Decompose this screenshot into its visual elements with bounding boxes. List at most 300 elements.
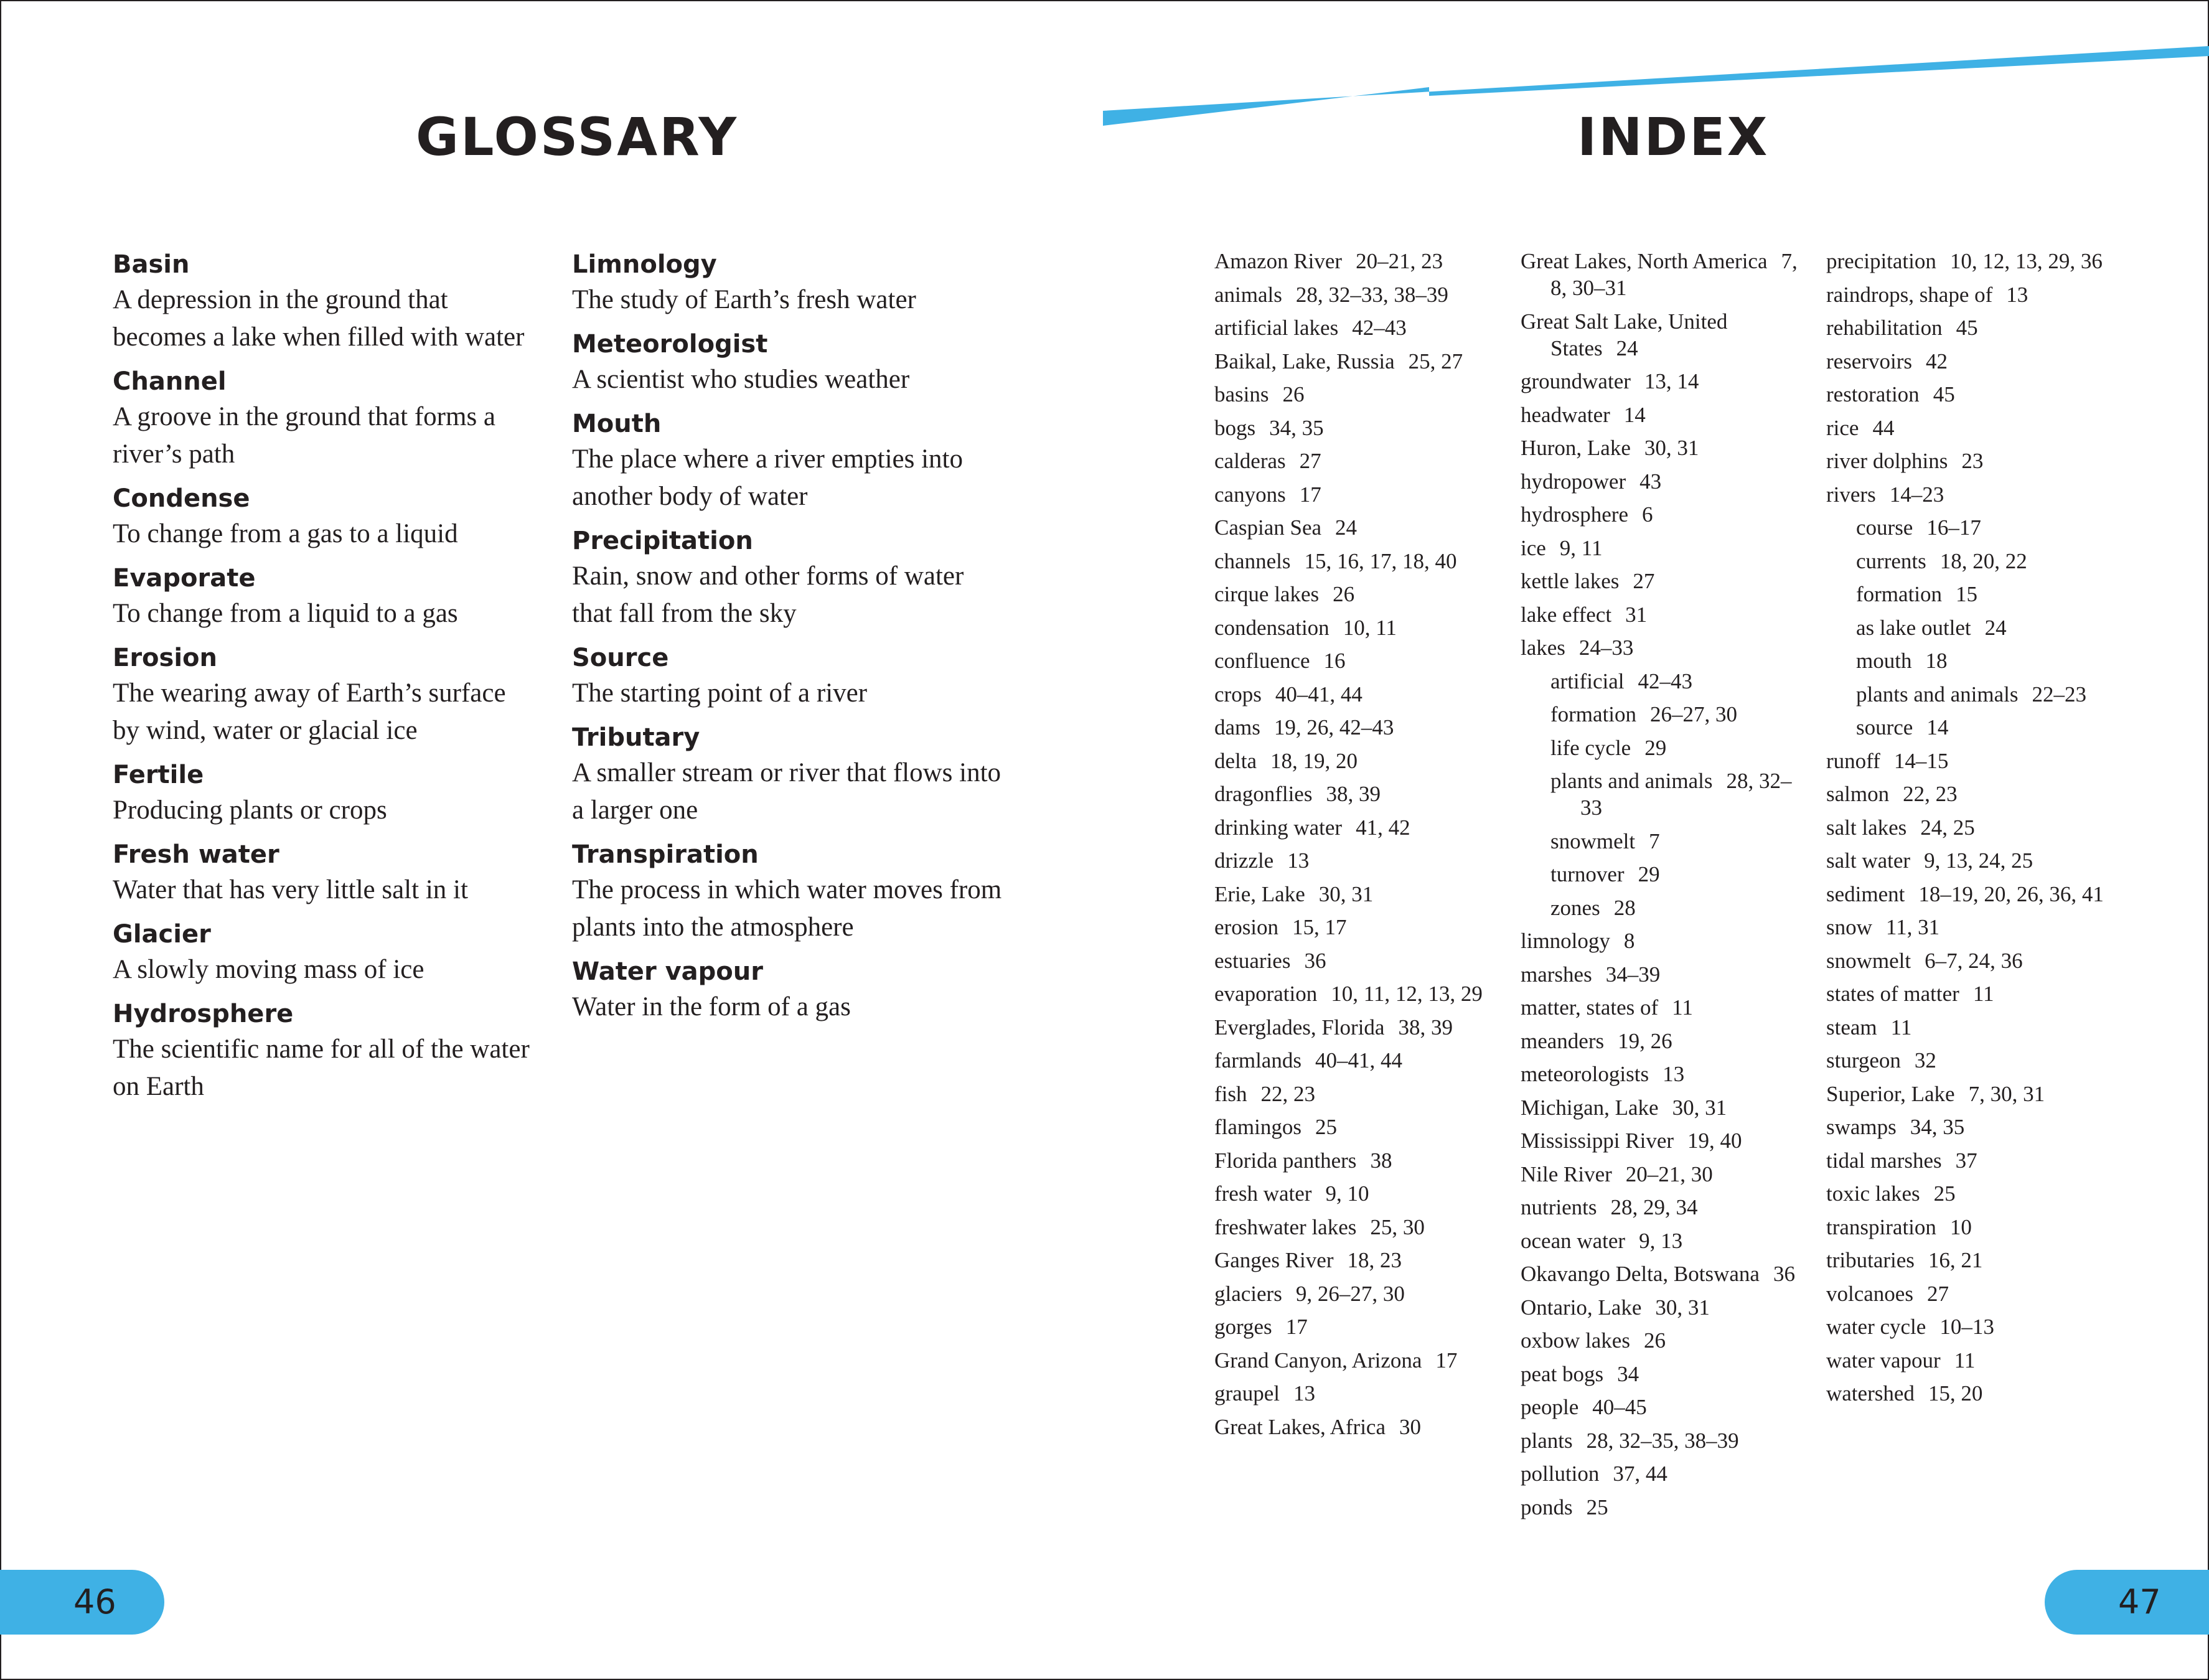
index-term: Amazon River [1214,249,1343,273]
index-entry [1214,1047,1507,1074]
index-pages: 16 [1323,649,1346,673]
glossary-entry [113,838,536,909]
index-entry [1214,1414,1507,1440]
index-pages: 42–43 [1638,669,1693,693]
glossary-term: Glacier [113,920,211,949]
index-term: gorges [1214,1315,1272,1339]
glossary-entry [572,327,1008,398]
index-pages: 15, 17 [1292,915,1347,939]
glossary-definition: A depression in the ground that becomes a lake when filled with water [113,285,525,352]
index-term: artificial lakes [1214,316,1339,340]
index-term: cirque lakes [1214,582,1320,606]
index-subentry [1550,861,1813,888]
index-term: snowmelt [1826,948,1911,973]
glossary-definition: The study of Earth’s fresh water [572,285,916,314]
index-entry [1214,681,1507,708]
glossary-definition: The process in which water moves from plants into the atmosphere [572,875,1002,942]
index-subentry [1856,548,2119,575]
glossary-term: Source [572,644,669,672]
index-entry [1826,1114,2119,1140]
index-entry [1826,914,2119,941]
index-subentry [1550,828,1813,855]
index-entry [1826,1313,2119,1340]
index-pages: 8 [1623,929,1635,953]
index-term: animals [1214,282,1282,307]
glossary-term: Mouth [572,410,662,438]
index-term: states of matter [1826,982,1959,1006]
index-term: zones [1550,895,1600,920]
index-term: ice [1521,535,1546,560]
index-entry [1826,1380,2119,1407]
index-term: peat bogs [1521,1361,1604,1386]
index-entry [1521,634,1813,661]
index-pages: 11, 31 [1885,915,1940,939]
index-term: salt water [1826,848,1911,873]
index-entry [1521,1061,1813,1087]
index-term: Baikal, Lake, Russia [1214,349,1395,373]
glossary-entry [113,365,536,473]
index-pages: 25 [1586,1495,1608,1519]
glossary-title: GLOSSARY [416,106,739,167]
index-pages: 26 [1333,582,1355,606]
index-entry [1826,881,2119,908]
index-term: farmlands [1214,1048,1301,1072]
index-pages: 9, 13, 24, 25 [1924,848,2033,873]
index-entry [1521,961,1813,988]
index-pages: 36 [1773,1262,1795,1286]
index-pages: 13, 14 [1644,369,1699,393]
index-term: Great Lakes, North America [1521,249,1768,273]
index-term: Okavango Delta, Botswana [1521,1262,1760,1286]
index-entry [1214,714,1507,741]
index-column-1 [1214,248,1507,1447]
index-term: life cycle [1550,735,1631,760]
index-entry [1826,1180,2119,1207]
index-entry [1826,1014,2119,1041]
glossary-definition: A smaller stream or river that flows into a larger one [572,758,1001,825]
glossary-term: Precipitation [572,527,753,555]
index-pages: 42 [1926,349,1948,373]
index-entry [1826,980,2119,1007]
index-pages: 18–19, 20, 26, 36, 41 [1918,881,2104,906]
index-entry [1826,1347,2119,1374]
glossary-entry [113,561,536,632]
index-entry [1521,401,1813,428]
index-pages: 38 [1370,1148,1392,1173]
index-term: lake effect [1521,602,1612,627]
index-pages: 6–7, 24, 36 [1925,948,2023,973]
index-entry [1826,415,2119,441]
index-term: groundwater [1521,369,1631,393]
index-entry [1521,1028,1813,1054]
index-entry [1826,1047,2119,1074]
glossary-term: Erosion [113,644,218,672]
index-term: Mississippi River [1521,1129,1674,1153]
glossary-column-1 [113,248,536,1114]
index-title: INDEX [1577,106,1770,167]
index-pages: 10, 11 [1343,615,1397,640]
index-entry [1214,980,1507,1007]
index-entry [1521,1494,1813,1521]
glossary-entry [572,641,1008,712]
index-entry [1214,614,1507,641]
index-entry [1521,248,1813,301]
index-entry [1521,368,1813,395]
index-term: Everglades, Florida [1214,1015,1385,1039]
index-entry [1521,308,1813,362]
index-pages: 11 [1972,982,1994,1006]
index-pages: 38, 39 [1326,782,1381,806]
index-term: precipitation [1826,249,1936,273]
index-pages: 29 [1638,862,1660,886]
index-pages: 25, 27 [1408,349,1463,373]
index-entry [1521,501,1813,528]
index-subentry [1856,714,2119,741]
index-pages: 13 [1293,1381,1315,1405]
index-entry [1214,781,1507,807]
glossary-term: Meteorologist [572,330,768,359]
index-term: turnover [1550,862,1625,886]
index-term: Nile River [1521,1161,1612,1186]
glossary-entry [113,248,536,356]
glossary-term: Condense [113,484,250,513]
index-term: freshwater lakes [1214,1214,1357,1239]
index-entry [1214,1081,1507,1107]
index-pages: 26 [1282,382,1305,406]
glossary-definition: A groove in the ground that forms a river’s path [113,402,496,469]
index-term: people [1521,1395,1579,1419]
index-term: rice [1826,415,1859,440]
index-pages: 30 [1399,1414,1421,1439]
index-term: swamps [1826,1115,1897,1139]
glossary-term: Transpiration [572,840,759,869]
index-entry [1826,1147,2119,1174]
index-entry [1826,947,2119,974]
index-term: fresh water [1214,1181,1312,1206]
index-entry [1214,448,1507,474]
index-entry [1521,1427,1813,1454]
index-pages: 41, 42 [1356,815,1410,840]
index-term: volcanoes [1826,1281,1913,1306]
index-term: Ontario, Lake [1521,1295,1642,1320]
index-term: drinking water [1214,815,1343,840]
index-entry [1826,481,2119,508]
index-entry [1214,1380,1507,1407]
index-term: Huron, Lake [1521,436,1631,460]
index-entry [1214,1180,1507,1207]
index-pages: 7, 30, 31 [1968,1081,2045,1106]
glossary-definition: Water that has very little salt in it [113,875,468,904]
index-entry [1826,448,2119,474]
index-term: Michigan, Lake [1521,1095,1659,1120]
index-term: dragonflies [1214,782,1313,806]
index-pages: 9, 13 [1639,1228,1683,1253]
index-pages: 43 [1639,469,1662,494]
index-term: Superior, Lake [1826,1081,1955,1106]
index-pages: 22–23 [2032,682,2087,706]
index-subentry [1550,668,1813,695]
index-entry [1521,468,1813,495]
index-column-3 [1826,248,2119,1414]
index-term: raindrops, shape of [1826,282,1993,307]
index-pages: 34, 35 [1269,415,1324,440]
index-term: erosion [1214,915,1279,939]
index-subentry [1550,767,1813,821]
index-entry [1214,314,1507,341]
index-pages: 11 [1672,995,1693,1020]
index-subentry [1856,581,2119,608]
glossary-entry [113,997,536,1105]
index-term: dams [1214,715,1260,739]
index-entry [1521,1127,1813,1154]
index-entry [1214,881,1507,908]
index-term: ocean water [1521,1228,1626,1253]
page-number-right: 47 [2045,1570,2209,1635]
index-entry [1214,1280,1507,1307]
index-term: hydrosphere [1521,502,1629,527]
glossary-definition: Producing plants or crops [113,795,387,825]
index-subentry [1856,647,2119,674]
index-term: lakes [1521,636,1565,660]
glossary-term: Water vapour [572,957,763,986]
index-term: snowmelt [1550,828,1636,853]
index-pages: 7, 8, 30–31 [1550,249,1798,300]
index-pages: 28, 29, 34 [1610,1195,1698,1219]
index-pages: 28, 32–33, 38–39 [1295,282,1448,307]
index-entry [1214,481,1507,508]
index-term: oxbow lakes [1521,1328,1630,1353]
index-subentry [1856,614,2119,641]
index-entry [1826,1247,2119,1274]
index-pages: 14–15 [1893,748,1949,773]
index-pages: 18, 23 [1347,1248,1402,1272]
index-pages: 31 [1625,602,1648,627]
index-pages: 26 [1643,1328,1666,1353]
index-entry [1826,1280,2119,1307]
index-pages: 28, 32–33 [1580,769,1792,820]
index-entry [1521,434,1813,461]
index-entry [1521,1260,1813,1287]
index-entry [1214,415,1507,441]
index-term: pollution [1521,1462,1600,1486]
index-term: meanders [1521,1028,1605,1053]
index-entry [1826,248,2119,275]
index-term: artificial [1550,669,1625,693]
index-pages: 27 [1926,1281,1949,1306]
index-term: salmon [1826,782,1890,806]
index-pages: 14 [1623,402,1646,427]
index-entry [1214,1114,1507,1140]
glossary-entry [572,248,1008,319]
index-term: estuaries [1214,948,1291,973]
index-entry [1521,1194,1813,1221]
glossary-column-2 [572,248,1008,1035]
index-pages: 24, 25 [1920,815,1975,840]
index-term: glaciers [1214,1281,1282,1306]
index-term: source [1856,715,1913,739]
index-entry [1826,781,2119,807]
index-pages: 17 [1299,482,1321,507]
glossary-term: Evaporate [113,564,256,593]
index-entry [1521,927,1813,954]
glossary-definition: The starting point of a river [572,678,868,708]
index-entry [1214,1014,1507,1041]
index-term: graupel [1214,1381,1280,1405]
index-term: sediment [1826,881,1905,906]
index-pages: 15 [1956,582,1978,606]
index-pages: 30, 31 [1318,881,1374,906]
index-pages: 16, 21 [1928,1248,1983,1272]
index-entry [1214,914,1507,941]
index-pages: 42–43 [1352,316,1407,340]
index-pages: 22, 23 [1903,782,1958,806]
index-pages: 17 [1435,1348,1458,1373]
index-pages: 14–23 [1889,482,1944,507]
index-subentry [1856,681,2119,708]
glossary-entry [572,524,1008,632]
index-term: rivers [1826,482,1876,507]
index-pages: 10, 12, 13, 29, 36 [1949,249,2103,273]
index-entry [1214,1214,1507,1241]
index-pages: 40–41, 44 [1315,1048,1402,1072]
index-term: as lake outlet [1856,615,1971,640]
index-entry [1214,348,1507,375]
index-pages: 13 [1663,1062,1685,1086]
index-term: bogs [1214,415,1256,440]
index-term: delta [1214,748,1257,773]
index-entry [1826,1214,2119,1241]
index-term: Erie, Lake [1214,881,1305,906]
index-entry [1214,647,1507,674]
index-entry [1826,281,2119,308]
index-entry [1826,847,2119,874]
glossary-entry [572,721,1008,829]
index-pages: 10 [1949,1214,1972,1239]
index-pages: 34 [1617,1361,1639,1386]
index-pages: 19, 26, 42–43 [1273,715,1394,739]
index-entry [1826,748,2119,774]
index-pages: 37, 44 [1613,1462,1667,1486]
index-pages: 27 [1633,569,1655,593]
index-entry [1826,348,2119,375]
index-entry [1214,847,1507,874]
index-pages: 24 [1335,515,1358,540]
index-pages: 14 [1926,715,1949,739]
index-term: condensation [1214,615,1330,640]
index-term: runoff [1826,748,1880,773]
glossary-definition: The wearing away of Earth’s surface by wind, water or glacial ice [113,678,506,745]
index-pages: 34, 35 [1910,1115,1965,1139]
index-term: steam [1826,1015,1877,1039]
index-term: channels [1214,548,1291,573]
index-entry [1214,1347,1507,1374]
index-term: Ganges River [1214,1248,1334,1272]
index-pages: 6 [1642,502,1653,527]
index-entry [1214,281,1507,308]
index-pages: 20–21, 30 [1625,1161,1713,1186]
index-pages: 17 [1285,1315,1308,1339]
index-entry [1826,814,2119,841]
glossary-term: Fresh water [113,840,279,869]
index-pages: 25 [1315,1115,1337,1139]
index-term: Florida panthers [1214,1148,1357,1173]
index-entry [1521,1460,1813,1487]
index-pages: 28 [1613,895,1636,920]
index-term: salt lakes [1826,815,1907,840]
index-pages: 30, 31 [1672,1095,1727,1120]
index-pages: 7 [1649,828,1660,853]
glossary-definition: Rain, snow and other forms of water that fall from the sky [572,561,964,628]
glossary-entry [113,641,536,749]
index-pages: 44 [1872,415,1895,440]
index-term: snow [1826,915,1872,939]
index-entry [1521,568,1813,594]
index-term: water cycle [1826,1315,1926,1339]
index-entry [1521,994,1813,1021]
index-term: tributaries [1826,1248,1915,1272]
index-entry [1521,1161,1813,1188]
index-entry [1214,581,1507,608]
index-pages: 19, 40 [1687,1129,1742,1153]
index-pages: 34–39 [1605,962,1661,987]
glossary-term: Hydrosphere [113,1000,294,1028]
index-pages: 45 [1956,316,1978,340]
index-term: plants [1521,1428,1573,1453]
index-pages: 45 [1933,382,1955,406]
index-pages: 26–27, 30 [1650,702,1738,726]
glossary-definition: The scientific name for all of the water on Earth [113,1035,530,1101]
index-pages: 13 [1287,848,1310,873]
index-pages: 38, 39 [1398,1015,1453,1039]
index-term: fish [1214,1081,1247,1106]
index-term: watershed [1826,1381,1915,1405]
index-pages: 36 [1304,948,1326,973]
index-column-2 [1521,248,1813,1527]
index-term: plants and animals [1550,769,1713,793]
index-entry [1214,748,1507,774]
index-pages: 40–41, 44 [1275,682,1362,706]
index-term: meteorologists [1521,1062,1649,1086]
index-entry [1214,248,1507,275]
glossary-entry [572,838,1008,946]
index-pages: 27 [1299,449,1321,473]
page-number-left: 46 [0,1570,164,1635]
index-entry [1214,381,1507,408]
index-term: headwater [1521,402,1610,427]
index-pages: 40–45 [1592,1395,1647,1419]
glossary-definition: To change from a gas to a liquid [113,519,458,548]
index-term: toxic lakes [1826,1181,1920,1206]
index-term: matter, states of [1521,995,1659,1020]
index-pages: 10–13 [1939,1315,1994,1339]
index-pages: 25 [1933,1181,1956,1206]
index-pages: 24–33 [1578,636,1634,660]
index-pages: 29 [1644,735,1667,760]
accent-stripe [0,0,2209,137]
index-term: crops [1214,682,1262,706]
index-pages: 18, 20, 22 [1939,548,2027,573]
index-pages: 24 [1616,336,1638,360]
index-subentry [1550,894,1813,921]
index-pages: 30, 31 [1655,1295,1710,1320]
index-pages: 11 [1954,1348,1976,1373]
glossary-entry [113,917,536,988]
index-term: currents [1856,548,1926,573]
index-term: Great Salt Lake, United States [1521,309,1728,360]
index-pages: 13 [2006,282,2028,307]
index-pages: 25, 30 [1370,1214,1425,1239]
glossary-entry [572,407,1008,515]
